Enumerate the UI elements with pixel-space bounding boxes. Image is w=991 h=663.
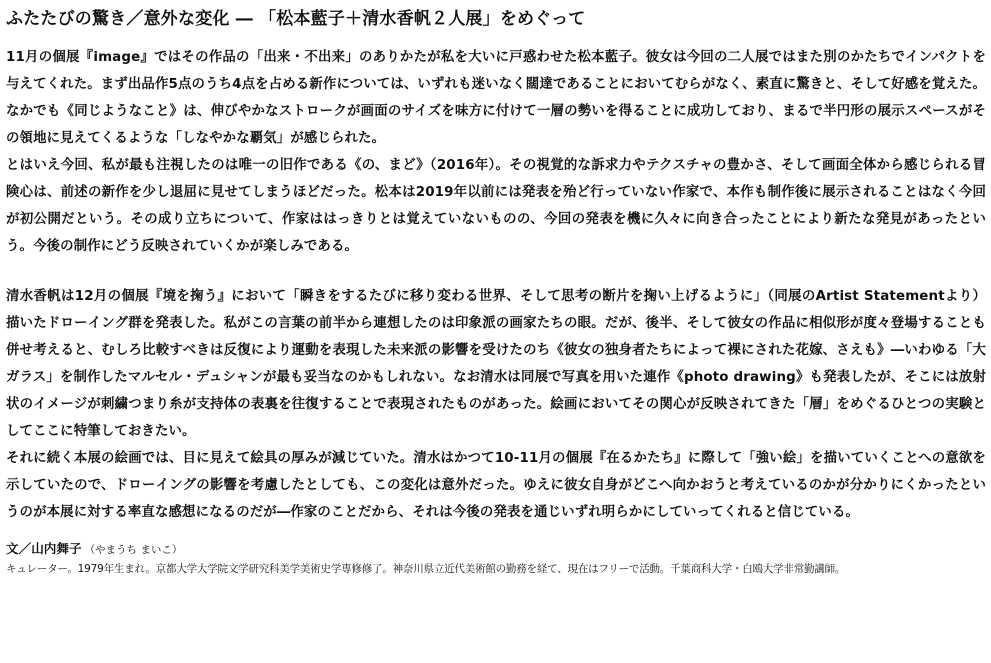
- article-title: ふたたびの驚き／意外な変化 ― 「松本藍子＋清水香帆２人展」をめぐって: [6, 9, 586, 29]
- paragraph-3: 清水香帆は12月の個展『境を掬う』において「瞬きをするたびに移り変わる世界、そして思考の断片を掬い上げるように」（同展のArtist Statementより）描いたドローイング群を発表した。私がこの言葉の前半から連想したのは印象派の画家たちの眼。だが、後半、そして彼女の作品に相似形が度々登場することも併せ考えると、むしろ比較すべきは反復により運動を表現した未来派の影響を受けたのち《彼女の独身者たちによって裸にされた花嫁、さえも》―いわゆる「大ガラス」を制作したマルセル・デュシャンが最も妥当なのかもしれない。なお清水は同展で写真を用いた連作《photo drawing》も発表したが、そこには放射状のイメージが刺繍つまり糸が支持体の表裏を往復することで表現されたものがあった。絵画においてその関心が反映されてきた「層」をめぐるひとつの実験としてここに特筆しておきたい。: [6, 289, 986, 439]
- author-reading: （やまうち まいこ）: [84, 544, 183, 556]
- paragraph-1: 11月の個展『image』ではその作品の「出来・不出来」のありかたが私を大いに戸惑わせた松本藍子。彼女は今回の二人展ではまた別のかたちでインパクトを与えてくれた。まず出品作5点のうち4点を占める新作については、いずれも迷いなく闊達であることにおいてむらがなく、素直に驚きと、そして好感を覚えた。なかでも《同じようなこと》は、伸びやかなストロークが画面のサイズを味方に付けて一層の勢いを得ることに成功しており、まるで半円形の展示スペースがその領地に見えてくるような「しなやかな覇気」が感じられた。: [6, 50, 986, 146]
- paragraph-4: それに続く本展の絵画では、目に見えて絵具の厚みが減じていた。清水はかつて10-11月の個展『在るかたち』に際して「強い絵」を描いていくことへの意欲を示していたので、ドローイングの影響を考慮したとしても、この変化は意外だった。ゆえに彼女自身がどこへ向かおうと考えているのかが分かりにくかったというのが本展に対する率直な感想になるのだが―作家のことだから、それは今後の発表を通じいずれ明らかにしていってくれると信じている。: [6, 451, 986, 520]
- author-credit: [6, 540, 986, 559]
- author-bio: キュレーター。1979年生まれ。京都大学大学院文学研究科美学美術史学専修修了。神奈川県立近代美術館の勤務を経て、現在はフリーで活動。千葉商科大学・白鴎大学非常勤講師。: [6, 563, 846, 575]
- article: [6, 6, 986, 577]
- paragraph-2: とはいえ今回、私が最も注視したのは唯一の旧作である《の、まど》（2016年）。その視覚的な訴求力やテクスチャの豊かさ、そして画面全体から感じられる冒険心は、前述の新作を少し退屈に見せてしまうほどだった。松本は2019年以前には発表を殆ど行っていない作家で、本作も制作後に展示されることはなく今回が初公開だという。その成り立ちについて、作家ははっきりとは覚えていないものの、今回の発表を機に久々に向き合ったことにより新たな発見があったという。今後の制作にどう反映されていくかが楽しみである。: [6, 158, 986, 254]
- author-name: 文／山内舞子: [6, 541, 82, 556]
